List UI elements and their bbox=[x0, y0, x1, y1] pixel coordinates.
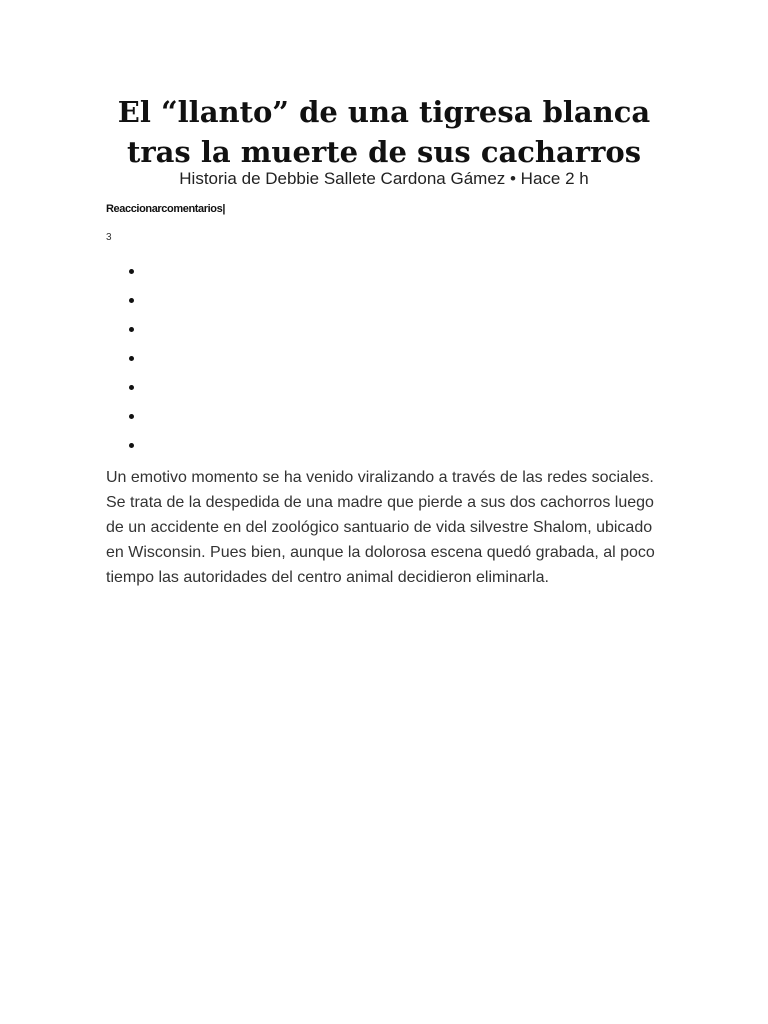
reactions-comments-label[interactable]: Reaccionarcomentarios| bbox=[106, 203, 225, 215]
article-byline: Historia de Debbie Sallete Cardona Gámez • Hace 2 h bbox=[179, 169, 589, 188]
reaction-count: 3 bbox=[106, 232, 112, 243]
article-body-paragraph: Un emotivo momento se ha venido viralizando a través de las redes sociales. Se trata de la despedida de una madre que pierde a sus dos cachorros luego de un accidente en del zoológico santuario de vida silvestre Shalom, ubicado en Wisconsin. Pues bien, aunque la dolorosa escena quedó grabada, al poco tiempo las autoridades del centro animal decidieron eliminarla. bbox=[106, 469, 655, 586]
article-title: El “llanto” de una tigresa blanca tras la muerte de sus cacharros bbox=[117, 95, 651, 169]
